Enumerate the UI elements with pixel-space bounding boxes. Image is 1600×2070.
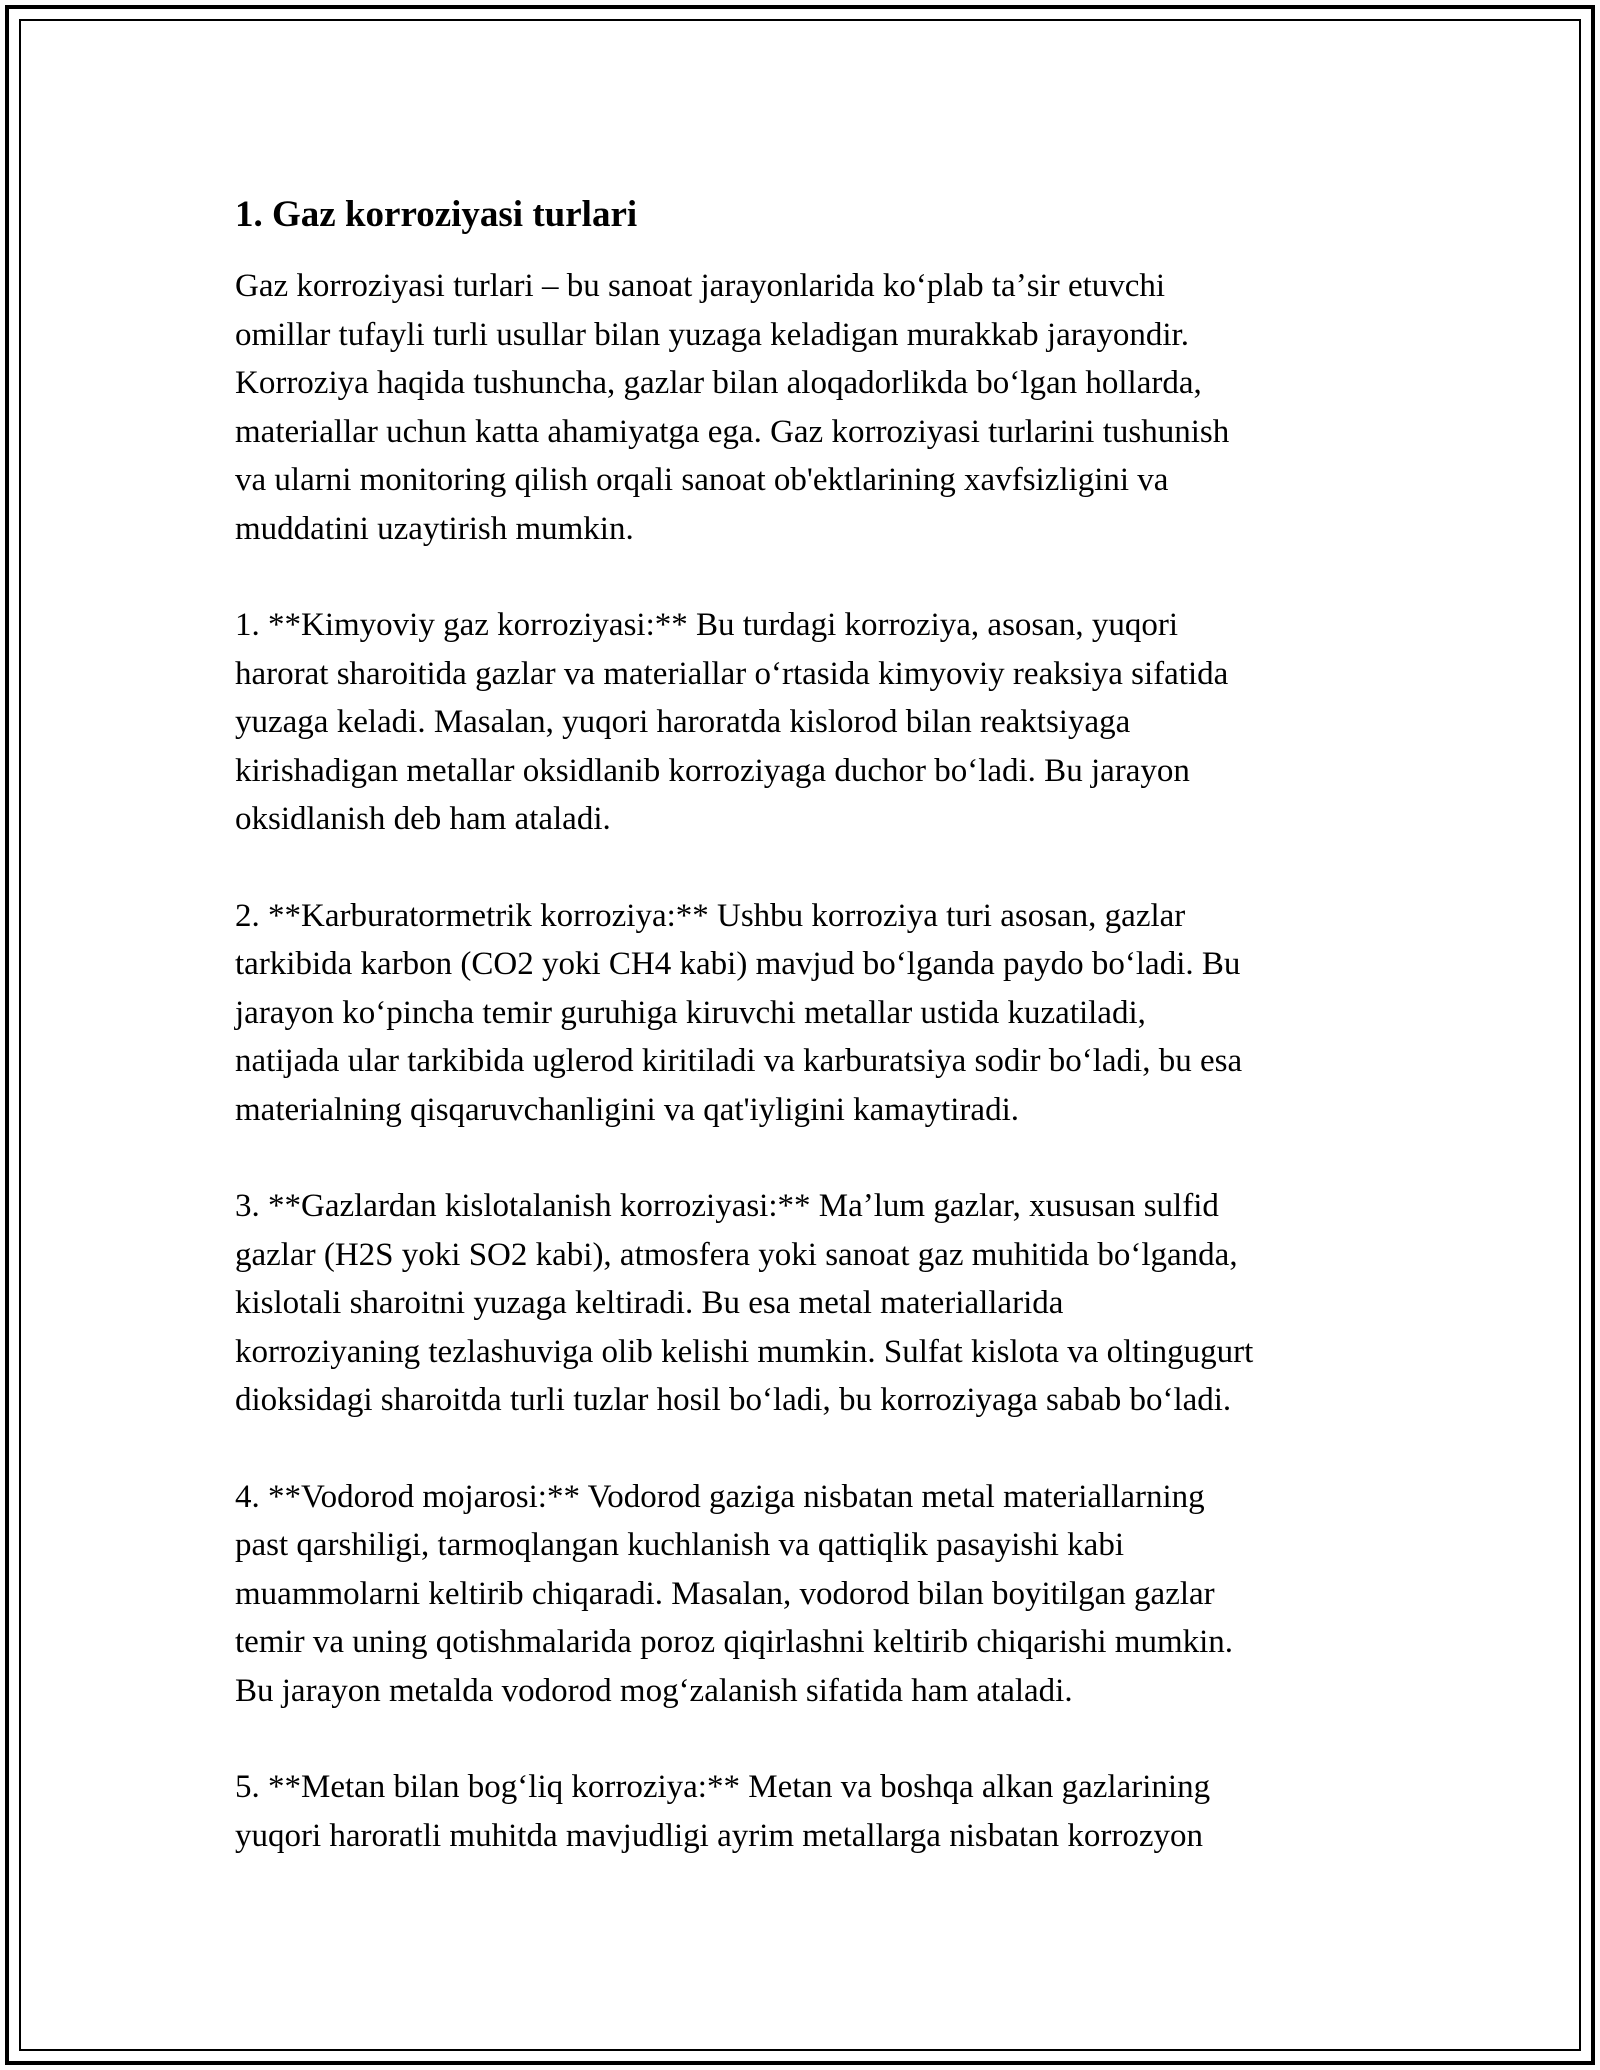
document-body — [235, 186, 1375, 1908]
text-line: Korroziya haqida tushuncha, gazlar bilan aloqadorlikda boʻlgan hollarda, — [235, 365, 1202, 401]
intro-paragraph — [235, 262, 1375, 553]
section-heading: 1. Gaz korroziyasi turlari — [235, 194, 638, 235]
text-line: kislotali sharoitni yuzaga keltiradi. Bu esa metal materiallarida — [235, 1285, 1064, 1321]
text-line: temir va uning qotishmalarida poroz qiqirlashni keltirib chiqarishi mumkin. — [235, 1624, 1234, 1660]
text-line: muammolarni keltirib chiqaradi. Masalan, vodorod bilan boyitilgan gazlar — [235, 1575, 1215, 1612]
text-line: kirishadigan metallar oksidlanib korroziyaga duchor boʻladi. Bu jarayon — [235, 752, 1190, 789]
paragraph-carburization-corrosion — [235, 892, 1375, 1135]
text-line: harorat sharoitida gazlar va materiallar oʻrtasida kimyoviy reaksiya sifatida — [235, 655, 1229, 692]
text-line: Bu jarayon metalda vodorod mogʻzalanish sifatida ham ataladi. — [235, 1672, 1073, 1709]
text-line: 3. **Gazlardan kislotalanish korroziyasi:** Maʼlum gazlar, xususan sulfid — [235, 1188, 1219, 1224]
text-line: materiallar uchun katta ahamiyatga ega. Gaz korroziyasi turlarini tushunish — [235, 413, 1230, 450]
paragraph-hydrogen-corrosion — [235, 1473, 1375, 1716]
text-line: natijada ular tarkibida uglerod kiritiladi va karburatsiya sodir boʻladi, bu esa — [235, 1043, 1243, 1079]
text-line: Gaz korroziyasi turlari – bu sanoat jarayonlarida koʻplab taʼsir etuvchi — [235, 268, 1166, 304]
text-line: 2. **Karburatormetrik korroziya:** Ushbu korroziya turi asosan, gazlar — [235, 897, 1186, 934]
text-line: muddatini uzaytirish mumkin. — [235, 510, 634, 547]
text-line: gazlar (H2S yoki SO2 kabi), atmosfera yoki sanoat gaz muhitida boʻlganda, — [235, 1236, 1238, 1273]
text-line: jarayon koʻpincha temir guruhiga kiruvchi metallar ustida kuzatiladi, — [235, 994, 1146, 1031]
paragraph-methane-corrosion — [235, 1763, 1375, 1860]
text-line: yuzaga keladi. Masalan, yuqori haroratda kislorod bilan reaktsiyaga — [235, 704, 1131, 740]
text-line: 4. **Vodorod mojarosi:** Vodorod gaziga nisbatan metal materiallarning — [235, 1478, 1205, 1515]
text-line: korroziyaning tezlashuviga olib kelishi mumkin. Sulfat kislota va oltingugurt — [235, 1333, 1254, 1370]
text-line: materialning qisqaruvchanligini va qat'iyligini kamaytiradi. — [235, 1091, 1019, 1128]
text-line: oksidlanish deb ham ataladi. — [235, 801, 611, 837]
text-line: yuqori haroratli muhitda mavjudligi ayrim metallarga nisbatan korrozyon — [235, 1817, 1204, 1854]
text-line: 1. **Kimyoviy gaz korroziyasi:** Bu turdagi korroziya, asosan, yuqori — [235, 607, 1179, 643]
text-line: dioksidagi sharoitda turli tuzlar hosil boʻladi, bu korroziyaga sabab boʻladi. — [235, 1382, 1232, 1418]
text-line: past qarshiligi, tarmoqlangan kuchlanish va qattiqlik pasayishi kabi — [235, 1527, 1124, 1563]
text-line: 5. **Metan bilan bogʻliq korroziya:** Metan va boshqa alkan gazlarining — [235, 1769, 1211, 1805]
text-line: omillar tufayli turli usullar bilan yuzaga keladigan murakkab jarayondir. — [235, 316, 1189, 353]
paragraph-chemical-gas-corrosion — [235, 601, 1375, 844]
text-line: va ularni monitoring qilish orqali sanoat ob'ektlarining xavfsizligini va — [235, 462, 1169, 498]
text-line: tarkibida karbon (CO2 yoki CH4 kabi) mavjud boʻlganda paydo boʻladi. Bu — [235, 946, 1241, 982]
paragraph-acid-gas-corrosion — [235, 1182, 1375, 1425]
